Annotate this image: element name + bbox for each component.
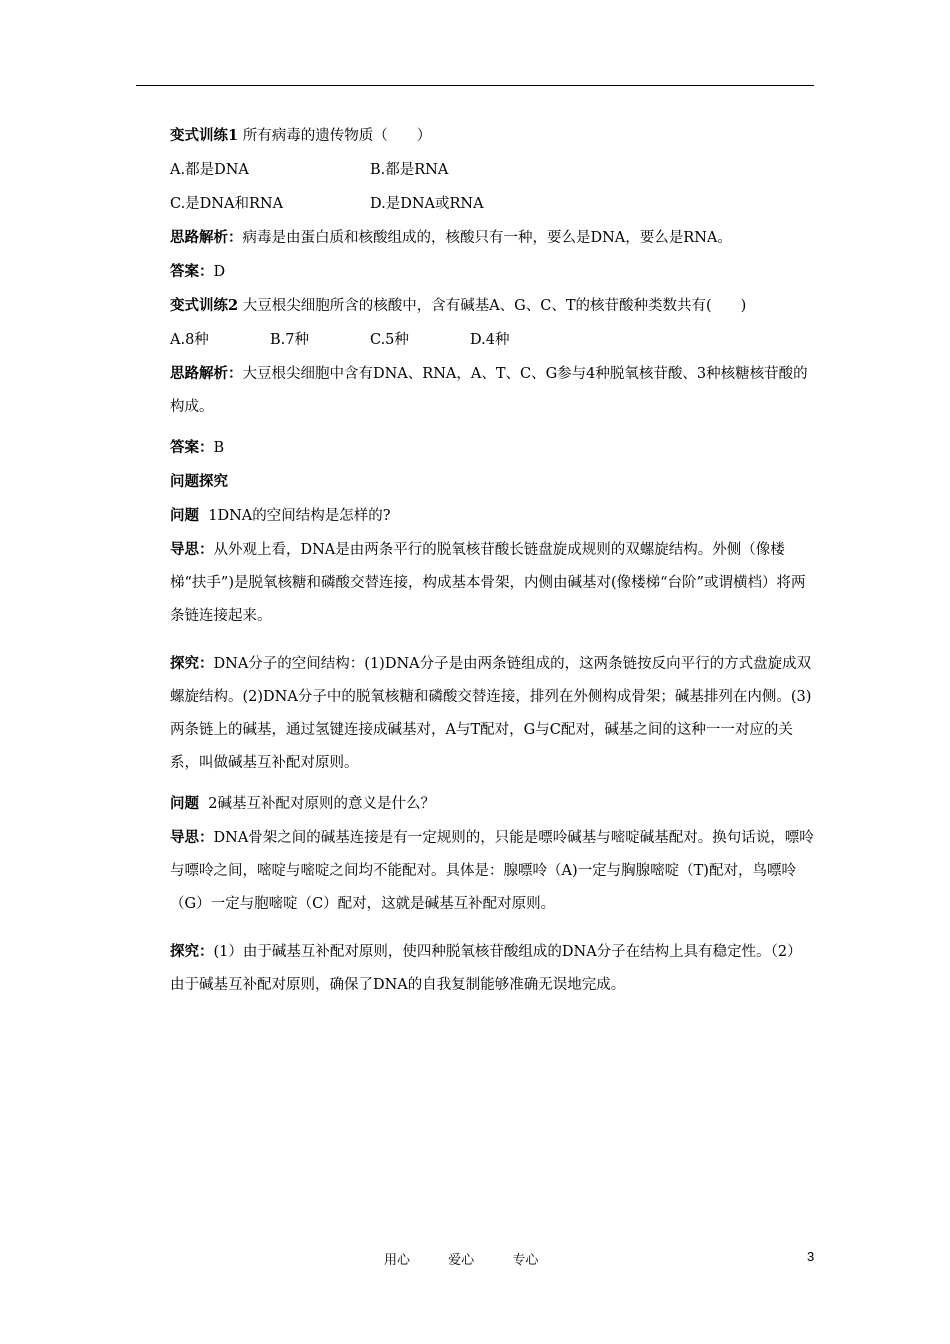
footer-word-2: 爱心 [448,1253,475,1268]
problem2-guide [136,821,816,935]
problem2-guide-text: DNA骨架之间的碱基连接是有一定规则的，只能是嘌呤碱基与嘧啶碱基配对。换句话说，嘌呤与嘌呤之间，嘧啶与嘧啶之间均不能配对。具体是：腺嘌呤（A)一定与胸腺嘧啶（T)配对，鸟嘌呤（G）一定与胞嘧啶（C）配对，这就是碱基互补配对原则。 [170,830,814,912]
page-content [136,126,816,1016]
problem2-label: 问题 [170,795,199,812]
exercise2-answer [136,438,816,472]
exercise1-analysis-label: 思路解析： [170,229,243,246]
exercise2-option-d: D.4种 [470,332,510,348]
section-title-text: 问题探究 [170,473,228,490]
exercise2-label: 变式训练 [170,297,228,314]
exercise2-answer-label: 答案： [170,439,214,456]
exercise1-analysis-text: 病毒是由蛋白质和核酸组成的，核酸只有一种，要么是DNA，要么是RNA。 [242,230,732,246]
problem2-explore-text: (1）由于碱基互补配对原则，使四种脱氧核苷酸组成的DNA分子在结构上具有稳定性。（2）由于碱基互补配对原则，确保了DNA的自我复制能够准确无误地完成。 [170,944,802,993]
exercise1-answer-value: D [213,264,226,280]
exercise1-options-row2 [136,194,816,228]
header-rule [136,85,814,86]
footer-motto [384,1249,572,1268]
exercise1-option-c: C.是DNA和RNA [170,196,284,212]
problem1-explore-label: 探究： [170,655,214,672]
problem1-guide [136,533,816,647]
problem2-explore-label: 探究： [170,943,214,960]
exercise2-analysis-label: 思路解析： [170,365,243,382]
problem1-question-text: 1DNA的空间结构是怎样的? [208,508,391,524]
exercise2-analysis [136,357,816,438]
problem2-guide-label: 导思： [170,829,214,846]
exercise1-num: 1 [228,127,239,144]
problem2-explore [136,935,816,1016]
exercise1-question-text: 所有病毒的遗传物质（ ） [242,128,432,144]
exercise1-options-row1 [136,160,816,194]
exercise2-answer-value: B [213,440,225,456]
exercise1-question [136,126,816,160]
exercise2-analysis-text: 大豆根尖细胞中含有DNA、RNA，A、T、C、G参与4种脱氧核苷酸、3种核糖核苷酸的构成。 [170,366,808,415]
problem1-guide-text: 从外观上看，DNA是由两条平行的脱氧核苷酸长链盘旋成规则的双螺旋结构。外侧（像楼梯“扶手”)是脱氧核糖和磷酸交替连接，构成基本骨架，内侧由碱基对(像楼梯“台阶”或谓横档）将两条链连接起来。 [170,542,806,624]
exercise2-option-c: C.5种 [370,332,409,348]
exercise1-option-a: A.都是DNA [170,162,249,178]
exercise2-question-text: 大豆根尖细胞所含的核酸中，含有碱基A、G、C、T的核苷酸种类数共有( ) [242,298,747,314]
exercise2-num: 2 [228,297,239,314]
exercise2-option-b: B.7种 [270,332,309,348]
problem2-question-text: 2碱基互补配对原则的意义是什么？ [208,796,435,812]
exercise1-option-b: B.都是RNA [370,162,449,178]
exercise1-answer [136,262,816,296]
problem1-label: 问题 [170,507,199,524]
problem1-explore-text: DNA分子的空间结构：(1)DNA分子是由两条链组成的，这两条链按反向平行的方式盘旋成双螺旋结构。(2)DNA分子中的脱氧核糖和磷酸交替连接，排列在外侧构成骨架；碱基排列在内侧。(3)两条链上的碱基，通过氢键连接成碱基对，A与T配对，G与C配对，碱基之间的这种一一对应的关系，叫做碱基互补配对原则。 [170,656,812,771]
exercise1-option-d: D.是DNA或RNA [370,196,484,212]
page-number: 3 [807,1249,815,1264]
section-title [136,472,816,506]
exercise1-label: 变式训练 [170,127,228,144]
footer-word-1: 用心 [384,1253,411,1268]
footer-word-3: 专心 [512,1253,539,1268]
exercise1-answer-label: 答案： [170,263,214,280]
exercise2-question [136,296,816,330]
problem1-guide-label: 导思： [170,541,214,558]
problem1-explore [136,647,816,794]
exercise2-option-a: A.8种 [170,332,209,348]
exercise1-analysis [136,228,816,262]
